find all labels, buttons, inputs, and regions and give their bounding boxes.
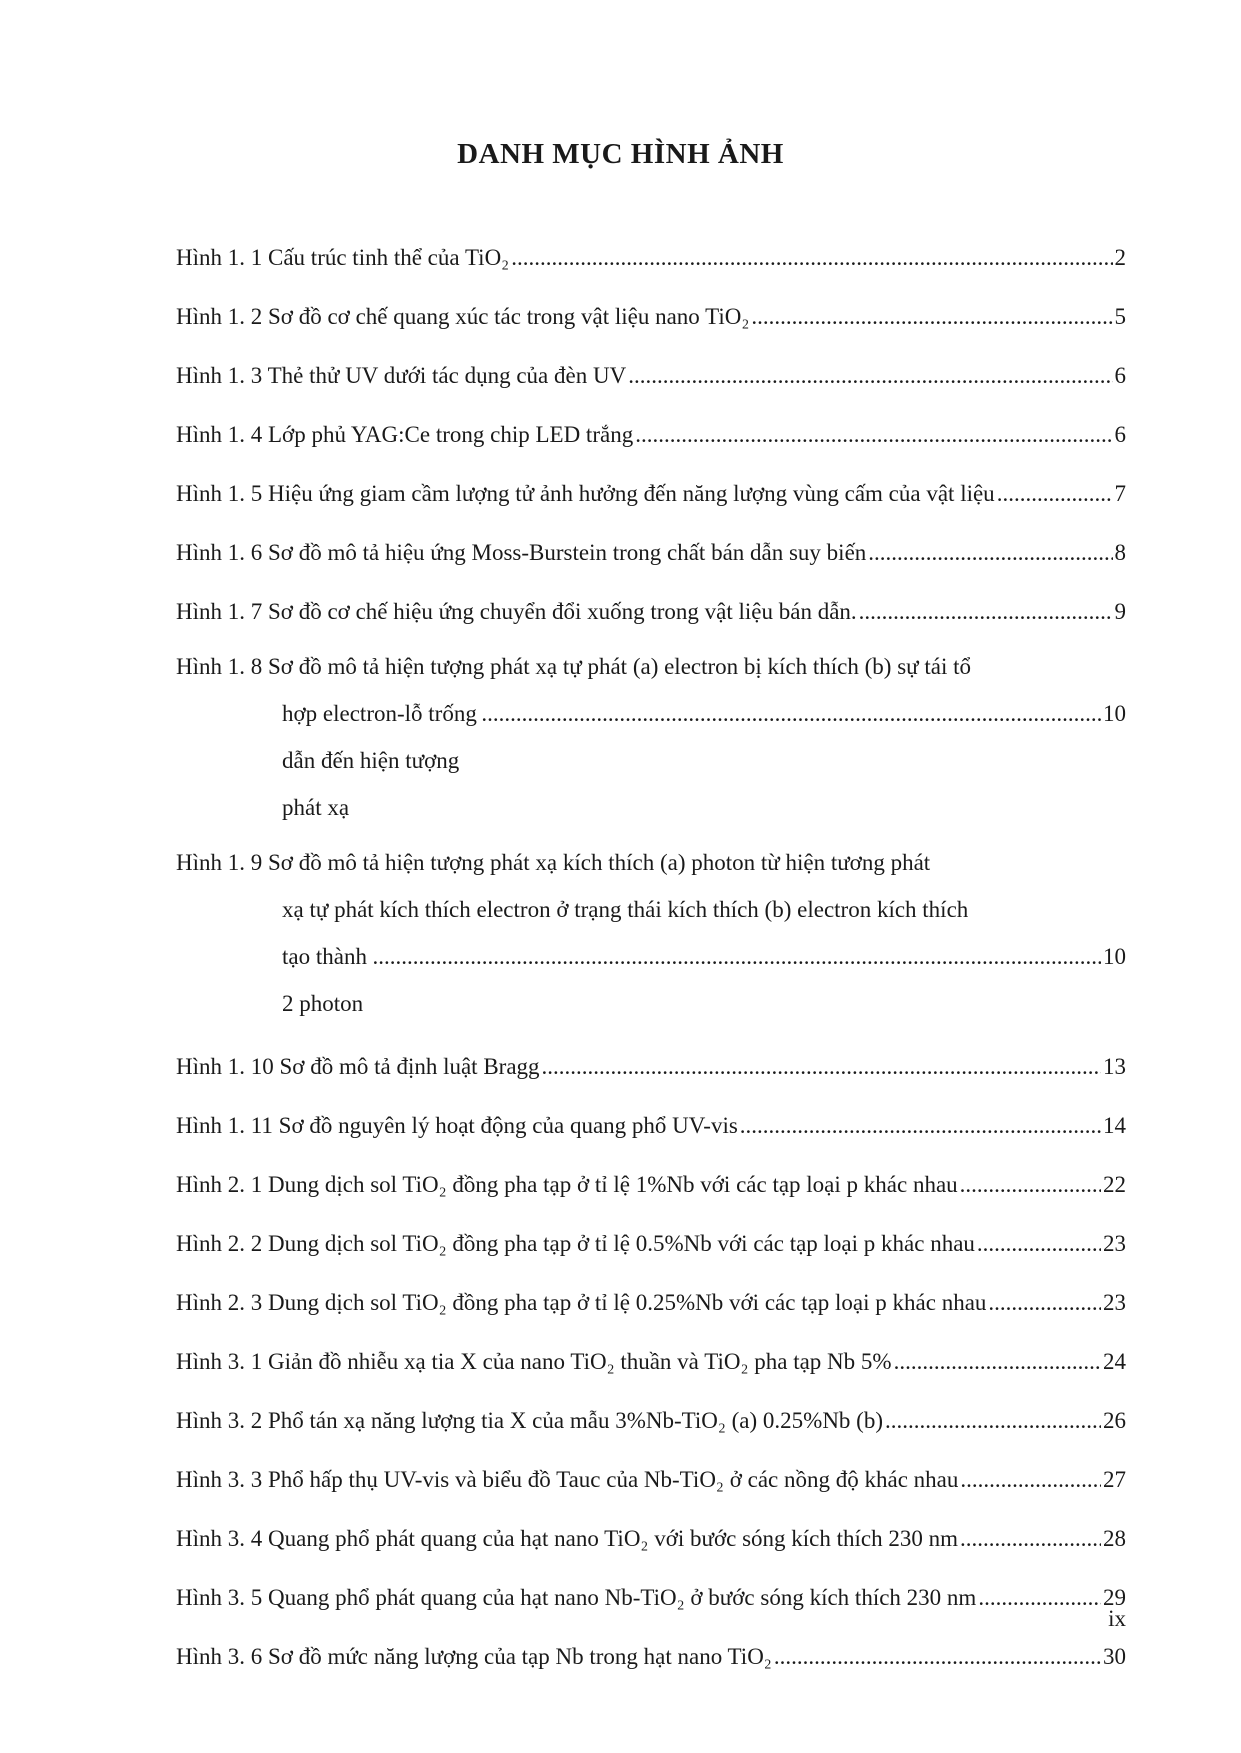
dot-leader — [373, 933, 1102, 1027]
toc-entry[interactable] — [176, 1031, 1126, 1090]
figure-list — [176, 222, 1126, 1680]
entry-page: 13 — [1103, 1054, 1126, 1079]
entry-page: 9 — [1114, 599, 1126, 624]
dot-leader — [511, 235, 1112, 281]
dot-leader — [774, 1634, 1101, 1680]
entry-label-cont: hợp electron-lỗ trống dẫn đến hiện tượng phát xạ — [282, 701, 477, 820]
entry-label: Hình 3. 5 Quang phổ phát quang của hạt nano Nb-TiO₂ ở bước sóng kích thích 230 nm — [176, 1585, 977, 1610]
toc-entry[interactable] — [176, 576, 1126, 635]
entry-label: Hình 1. 11 Sơ đồ nguyên lý hoạt động của quang phổ UV-vis — [176, 1113, 738, 1138]
toc-entry[interactable] — [176, 1267, 1126, 1326]
entry-label: Hình 1. 3 Thẻ thử UV dưới tác dụng của đèn UV — [176, 363, 627, 388]
toc-entry[interactable] — [176, 340, 1126, 399]
toc-entry[interactable] — [176, 1503, 1126, 1562]
entry-page: 7 — [1114, 481, 1126, 506]
entry-label: Hình 2. 2 Dung dịch sol TiO₂ đồng pha tạp ở tỉ lệ 0.5%Nb với các tạp loại p khác nhau — [176, 1231, 975, 1256]
dot-leader — [885, 1398, 1101, 1444]
page-number: ix — [1108, 1606, 1126, 1631]
entry-label-cont: xạ tự phát kích thích electron ở trạng thái kích thích (b) electron kích thích — [282, 897, 969, 922]
entry-label: Hình 1. 2 Sơ đồ cơ chế quang xúc tác trong vật liệu nano TiO₂ — [176, 304, 750, 329]
entry-page: 10 — [1103, 944, 1126, 969]
entry-label: Hình 1. 4 Lớp phủ YAG:Ce trong chip LED trắng — [176, 422, 634, 447]
dot-leader — [977, 1221, 1101, 1267]
entry-label: Hình 3. 2 Phổ tán xạ năng lượng tia X của mẫu 3%Nb-TiO₂ (a) 0.25%Nb (b) — [176, 1408, 883, 1433]
dot-leader — [740, 1103, 1101, 1149]
toc-entry[interactable] — [176, 1326, 1126, 1385]
toc-entry[interactable] — [176, 281, 1126, 340]
entry-label: Hình 3. 1 Giản đồ nhiễu xạ tia X của nano TiO₂ thuần và TiO₂ pha tạp Nb 5% — [176, 1349, 892, 1374]
dot-leader — [978, 1575, 1101, 1621]
entry-page: 6 — [1114, 422, 1126, 447]
entry-label: Hình 1. 5 Hiệu ứng giam cầm lượng tử ảnh hưởng đến năng lượng vùng cấm của vật liệu — [176, 481, 995, 506]
entry-label: Hình 1. 9 Sơ đồ mô tả hiện tượng phát xạ kích thích (a) photon từ hiện tương phát — [176, 850, 931, 875]
toc-entry[interactable] — [176, 399, 1126, 458]
toc-entry[interactable] — [176, 1149, 1126, 1208]
toc-entry[interactable] — [176, 839, 1126, 1027]
toc-entry[interactable] — [176, 1385, 1126, 1444]
toc-entry[interactable] — [176, 1621, 1126, 1680]
dot-leader — [960, 1162, 1101, 1208]
entry-label: Hình 3. 3 Phổ hấp thụ UV-vis và biểu đồ Tauc của Nb-TiO₂ ở các nồng độ khác nhau — [176, 1467, 959, 1492]
entry-page: 10 — [1103, 701, 1126, 726]
toc-entry[interactable] — [176, 458, 1126, 517]
entry-label-cont: tạo thành 2 photon — [282, 944, 367, 1016]
entry-page: 23 — [1103, 1290, 1126, 1315]
entry-page: 23 — [1103, 1231, 1126, 1256]
dot-leader — [628, 353, 1112, 399]
entry-label: Hình 2. 1 Dung dịch sol TiO₂ đồng pha tạp ở tỉ lệ 1%Nb với các tạp loại p khác nhau — [176, 1172, 958, 1197]
dot-leader — [997, 471, 1113, 517]
entry-page: 29 — [1103, 1585, 1126, 1610]
entry-label: Hình 1. 7 Sơ đồ cơ chế hiệu ứng chuyển đổi xuống trong vật liệu bán dẫn. — [176, 599, 857, 624]
entry-label: Hình 1. 8 Sơ đồ mô tả hiện tượng phát xạ tự phát (a) electron bị kích thích (b) sự tái tổ — [176, 654, 972, 679]
page-title: DANH MỤC HÌNH ẢNH — [457, 138, 784, 170]
entry-page: 8 — [1114, 540, 1126, 565]
toc-entry[interactable] — [176, 222, 1126, 281]
entry-label: Hình 2. 3 Dung dịch sol TiO₂ đồng pha tạp ở tỉ lệ 0.25%Nb với các tạp loại p khác nhau — [176, 1290, 987, 1315]
entry-label: Hình 3. 4 Quang phổ phát quang của hạt nano TiO₂ với bước sóng kích thích 230 nm — [176, 1526, 959, 1551]
entry-page: 2 — [1114, 245, 1126, 270]
dot-leader — [960, 1457, 1101, 1503]
dot-leader — [542, 1044, 1101, 1090]
entry-page: 6 — [1114, 363, 1126, 388]
toc-entry[interactable] — [176, 517, 1126, 576]
toc-entry[interactable] — [176, 1444, 1126, 1503]
entry-label: Hình 1. 10 Sơ đồ mô tả định luật Bragg — [176, 1054, 540, 1079]
entry-label: Hình 3. 6 Sơ đồ mức năng lượng của tạp Nb trong hạt nano TiO₂ — [176, 1644, 772, 1669]
entry-page: 28 — [1103, 1526, 1126, 1551]
toc-entry[interactable] — [176, 1208, 1126, 1267]
dot-leader — [988, 1280, 1101, 1326]
dot-leader — [481, 690, 1101, 831]
dot-leader — [894, 1339, 1101, 1385]
entry-page: 5 — [1114, 304, 1126, 329]
toc-entry[interactable] — [176, 1090, 1126, 1149]
dot-leader — [751, 294, 1112, 340]
entry-page: 26 — [1103, 1408, 1126, 1433]
entry-page: 30 — [1103, 1644, 1126, 1669]
toc-entry[interactable] — [176, 643, 1126, 831]
entry-label: Hình 1. 1 Cấu trúc tinh thể của TiO₂ — [176, 245, 510, 270]
dot-leader — [859, 589, 1113, 635]
entry-page: 27 — [1103, 1467, 1126, 1492]
entry-page: 22 — [1103, 1172, 1126, 1197]
entry-label: Hình 1. 6 Sơ đồ mô tả hiệu ứng Moss-Burstein trong chất bán dẫn suy biến — [176, 540, 867, 565]
dot-leader — [635, 412, 1112, 458]
entry-page: 24 — [1103, 1349, 1126, 1374]
entry-page: 14 — [1103, 1113, 1126, 1138]
dot-leader — [960, 1516, 1101, 1562]
dot-leader — [868, 530, 1112, 576]
toc-entry[interactable] — [176, 1562, 1126, 1621]
